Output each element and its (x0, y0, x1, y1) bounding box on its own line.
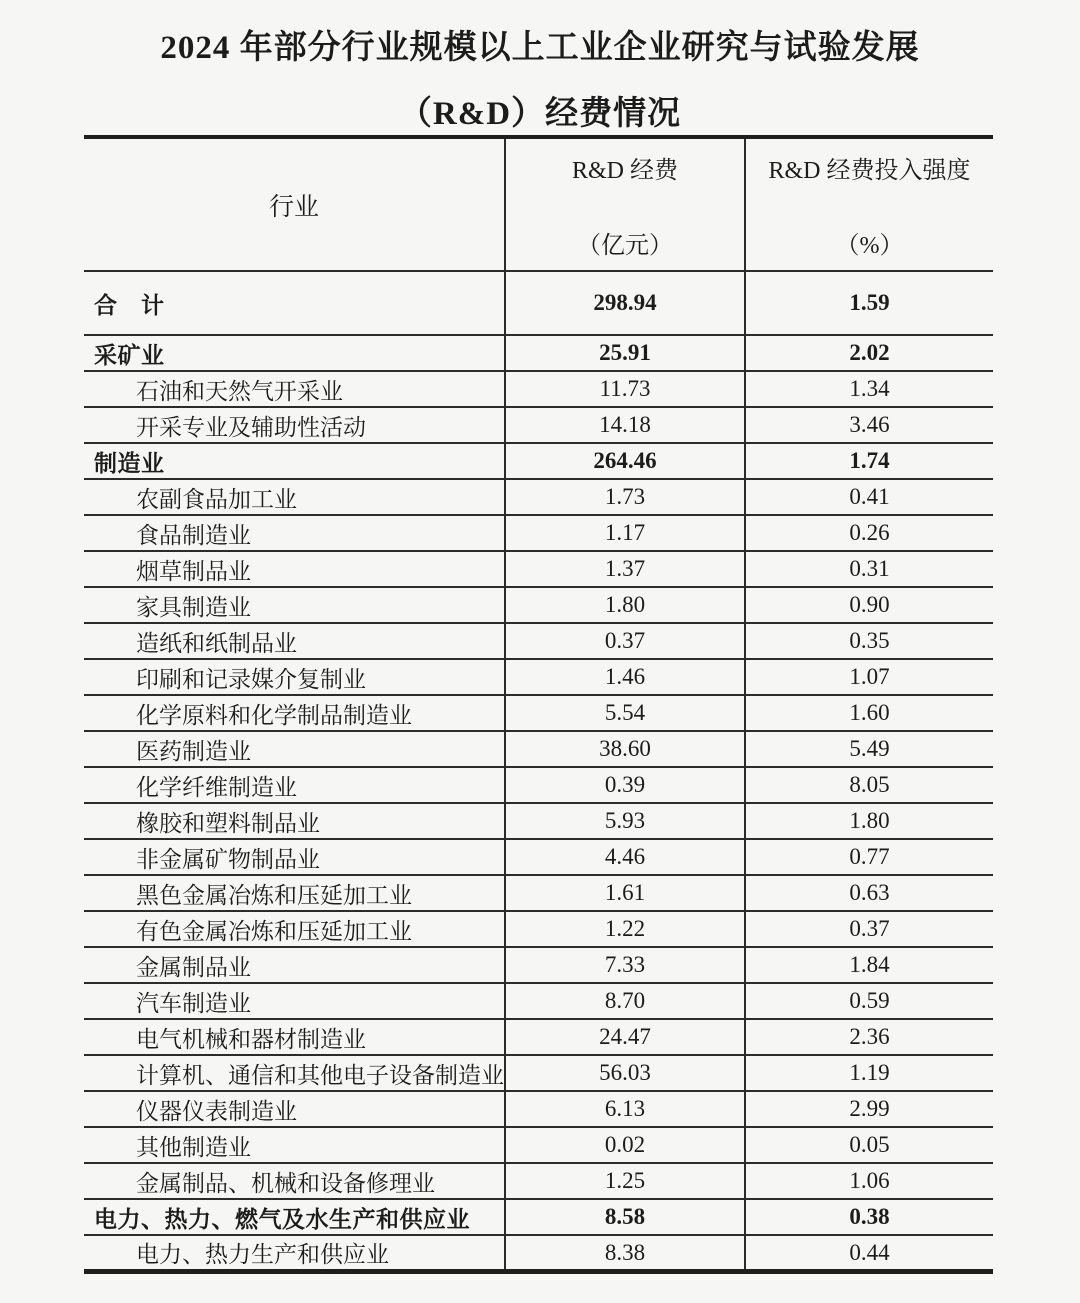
industry-cell: 电力、热力生产和供应业 (84, 1235, 505, 1272)
industry-cell: 有色金属冶炼和压延加工业 (84, 911, 505, 947)
industry-cell: 仪器仪表制造业 (84, 1091, 505, 1127)
table-row (84, 803, 993, 839)
rd-expenditure-cell: 4.46 (505, 839, 745, 875)
industry-cell: 金属制品业 (84, 947, 505, 983)
industry-cell: 其他制造业 (84, 1127, 505, 1163)
industry-cell: 医药制造业 (84, 731, 505, 767)
rd-expenditure-cell: 38.60 (505, 731, 745, 767)
rd-expenditure-cell: 14.18 (505, 407, 745, 443)
rd-intensity-cell: 0.31 (745, 551, 993, 587)
rd-intensity-cell: 5.49 (745, 731, 993, 767)
table-row (84, 767, 993, 803)
table-row (84, 587, 993, 623)
industry-cell: 电力、热力、燃气及水生产和供应业 (84, 1199, 505, 1235)
industry-cell: 印刷和记录媒介复制业 (84, 659, 505, 695)
rd-intensity-cell: 8.05 (745, 767, 993, 803)
rd-intensity-cell: 1.19 (745, 1055, 993, 1091)
page-title-line2: （R&D）经费情况 (398, 96, 682, 133)
rd-intensity-cell: 0.41 (745, 479, 993, 515)
rd-intensity-cell: 0.63 (745, 875, 993, 911)
page-title (0, 0, 1080, 133)
rd-expenditure-cell: 7.33 (505, 947, 745, 983)
industry-cell: 汽车制造业 (84, 983, 505, 1019)
industry-rd-table (84, 135, 993, 1274)
rd-intensity-cell: 1.84 (745, 947, 993, 983)
header-row (84, 137, 993, 271)
table-row (84, 1019, 993, 1055)
column-header-industry (84, 137, 505, 271)
rd-expenditure-cell: 264.46 (505, 443, 745, 479)
table-row (84, 335, 993, 371)
table-row (84, 443, 993, 479)
column-header-rd-intensity (745, 137, 993, 271)
rd-expenditure-cell: 8.58 (505, 1199, 745, 1235)
rd-intensity-cell: 0.37 (745, 911, 993, 947)
table-row (84, 1235, 993, 1272)
rd-intensity-cell: 0.38 (745, 1199, 993, 1235)
rd-intensity-cell: 1.74 (745, 443, 993, 479)
rd-expenditure-cell: 1.73 (505, 479, 745, 515)
page-title-line1: 2024 年部分行业规模以上工业企业研究与试验发展 (160, 30, 920, 66)
rd-expenditure-header-line1: R&D 经费 (571, 157, 678, 184)
industry-cell: 家具制造业 (84, 587, 505, 623)
table-row (84, 1127, 993, 1163)
rd-expenditure-cell: 1.80 (505, 587, 745, 623)
rd-expenditure-cell: 11.73 (505, 371, 745, 407)
rd-expenditure-cell: 25.91 (505, 335, 745, 371)
rd-expenditure-cell: 5.54 (505, 695, 745, 731)
industry-cell: 非金属矿物制品业 (84, 839, 505, 875)
rd-intensity-cell: 1.59 (745, 271, 993, 335)
industry-cell: 造纸和纸制品业 (84, 623, 505, 659)
rd-intensity-header-line1: R&D 经费投入强度 (768, 157, 971, 184)
rd-intensity-cell: 0.59 (745, 983, 993, 1019)
rd-expenditure-cell: 24.47 (505, 1019, 745, 1055)
industry-cell: 合 计 (84, 271, 505, 335)
industry-cell: 化学原料和化学制品制造业 (84, 695, 505, 731)
table-row (84, 731, 993, 767)
rd-expenditure-cell: 1.61 (505, 875, 745, 911)
rd-intensity-cell: 0.35 (745, 623, 993, 659)
table-row (84, 1199, 993, 1235)
rd-expenditure-cell: 8.38 (505, 1235, 745, 1272)
column-header-industry-label: 行业 (268, 193, 319, 221)
rd-expenditure-cell: 56.03 (505, 1055, 745, 1091)
rd-expenditure-cell: 1.37 (505, 551, 745, 587)
table-row (84, 983, 993, 1019)
rd-expenditure-cell: 0.02 (505, 1127, 745, 1163)
rd-intensity-cell: 1.34 (745, 371, 993, 407)
rd-intensity-cell: 1.07 (745, 659, 993, 695)
industry-cell: 计算机、通信和其他电子设备制造业 (84, 1055, 505, 1091)
table-row (84, 623, 993, 659)
industry-cell: 橡胶和塑料制品业 (84, 803, 505, 839)
table-row (84, 479, 993, 515)
table-row (84, 839, 993, 875)
rd-intensity-cell: 1.60 (745, 695, 993, 731)
rd-intensity-cell: 2.02 (745, 335, 993, 371)
rd-intensity-cell: 1.06 (745, 1163, 993, 1199)
industry-cell: 食品制造业 (84, 515, 505, 551)
table-row (84, 371, 993, 407)
table-row (84, 911, 993, 947)
table-row (84, 515, 993, 551)
rd-expenditure-cell: 6.13 (505, 1091, 745, 1127)
rd-expenditure-cell: 0.37 (505, 623, 745, 659)
table-row (84, 1163, 993, 1199)
industry-cell: 化学纤维制造业 (84, 767, 505, 803)
rd-expenditure-cell: 1.46 (505, 659, 745, 695)
rd-intensity-cell: 0.26 (745, 515, 993, 551)
rd-expenditure-cell: 8.70 (505, 983, 745, 1019)
industry-cell: 电气机械和器材制造业 (84, 1019, 505, 1055)
industry-cell: 石油和天然气开采业 (84, 371, 505, 407)
rd-intensity-cell: 3.46 (745, 407, 993, 443)
rd-intensity-header-line2: （%） (835, 232, 904, 259)
table-row (84, 659, 993, 695)
industry-cell: 制造业 (84, 443, 505, 479)
rd-expenditure-header-line2: （亿元） (577, 232, 673, 259)
industry-cell: 金属制品、机械和设备修理业 (84, 1163, 505, 1199)
industry-cell: 采矿业 (84, 335, 505, 371)
rd-expenditure-cell: 1.17 (505, 515, 745, 551)
rd-intensity-cell: 0.77 (745, 839, 993, 875)
table-row (84, 695, 993, 731)
industry-cell: 烟草制品业 (84, 551, 505, 587)
rd-intensity-cell: 0.90 (745, 587, 993, 623)
table-row (84, 1055, 993, 1091)
rd-expenditure-cell: 5.93 (505, 803, 745, 839)
rd-intensity-cell: 2.99 (745, 1091, 993, 1127)
rd-intensity-cell: 2.36 (745, 1019, 993, 1055)
table-row (84, 551, 993, 587)
rd-expenditure-cell: 298.94 (505, 271, 745, 335)
table-row (84, 271, 993, 335)
rd-intensity-cell: 1.80 (745, 803, 993, 839)
rd-expenditure-cell: 1.25 (505, 1163, 745, 1199)
rd-expenditure-cell: 0.39 (505, 767, 745, 803)
table-row (84, 947, 993, 983)
table-body (84, 271, 993, 1272)
table-header (84, 137, 993, 271)
column-header-rd-expenditure (505, 137, 745, 271)
industry-cell: 黑色金属冶炼和压延加工业 (84, 875, 505, 911)
table-row (84, 407, 993, 443)
rd-expenditure-cell: 1.22 (505, 911, 745, 947)
rd-intensity-cell: 0.05 (745, 1127, 993, 1163)
table-row (84, 875, 993, 911)
industry-cell: 农副食品加工业 (84, 479, 505, 515)
table-row (84, 1091, 993, 1127)
industry-cell: 开采专业及辅助性活动 (84, 407, 505, 443)
rd-intensity-cell: 0.44 (849, 1239, 890, 1265)
